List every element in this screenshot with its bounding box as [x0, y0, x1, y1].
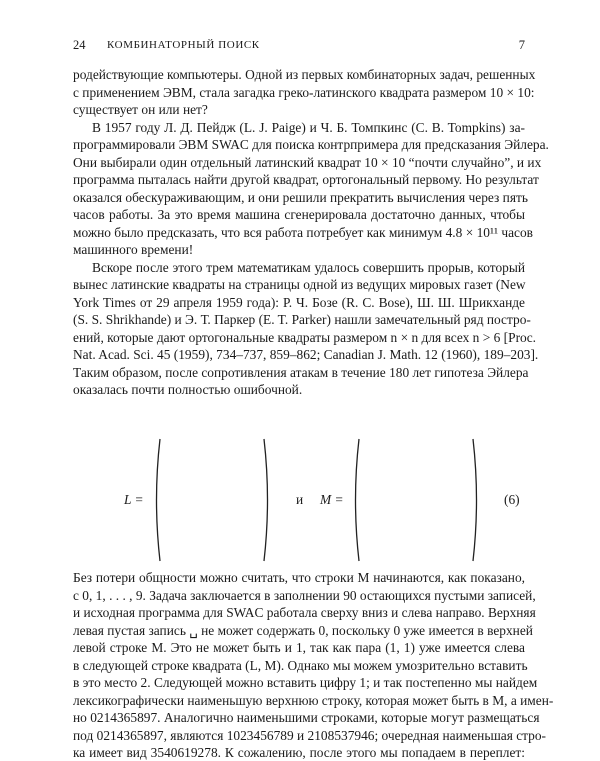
matrix-L-label: L = — [124, 492, 144, 507]
text-line: существует он или нет? — [73, 102, 208, 117]
right-paren-icon — [262, 438, 272, 562]
text-line: York Times от 29 апреля 1959 года): Р. Ч. Бозе (R. C. Bose), Ш. Ш. Шрикханде — [73, 294, 525, 310]
page-number: 24 — [73, 38, 86, 52]
text-line: оказалась почти полностью ошибочной. — [73, 382, 303, 397]
text-line: родействующие компьютеры. Одной из первых комбинаторных задач, решенных — [73, 67, 536, 82]
conjunction-and: и — [296, 492, 304, 507]
equation-6 — [0, 438, 600, 564]
text-line: левой строке M. Это не может быть и 1, так как пара (1, 1) уже имеется слева — [73, 640, 525, 655]
text-line: в это место 2. Следующей можно вставить цифру 1; и так постепенно мы найдем — [73, 675, 538, 690]
text-line: Nat. Acad. Sci. 45 (1959), 734–737, 859–862; Canadian J. Math. 12 (1960), 189–203]. — [73, 347, 539, 362]
running-title: КОМБИНАТОРНЫЙ ПОИСК — [107, 39, 260, 51]
right-paren-icon — [471, 438, 481, 562]
text-line: можно было предсказать, что вся работа потребует как минимум 4.8 × 10¹¹ часов — [73, 224, 534, 240]
text-line: под 0214365897, являются 1023456789 и 2108537946; очередная наименьшая стро- — [73, 727, 547, 743]
text-line: ений, которые дают ортогональные квадраты размером n × n для всех n > 6 [Proc. — [73, 329, 537, 345]
text-line: Вскоре после этого трем математикам удалось совершить прорыв, который — [92, 259, 525, 275]
text-line: в следующей строке квадрата (L, M). Однако мы можем умозрительно вставить — [73, 657, 528, 673]
text-line: вынес латинские квадраты на страницы одной из ведущих мировых газет (New — [73, 277, 526, 292]
text-line: Они выбирали один отдельный латинский квадрат 10 × 10 “почти случайно”, и их — [73, 154, 542, 170]
text-line: Без потери общности можно считать, что строки M начинаются, как показано, — [73, 570, 525, 585]
text-line: с применением ЭВМ, стала загадка греко-латинского квадрата размером 10 × 10: — [73, 84, 535, 100]
text-line: Таким образом, после сопротивления атакам в течение 180 лет гипотеза Эйлера — [73, 364, 529, 380]
section-number: 7 — [518, 38, 525, 52]
text-line: ка имеет вид 3540619278. К сожалению, после этого мы попадаем в переплет: — [73, 745, 525, 760]
text-line: левая пустая запись ␣ не может содержать 0, поскольку 0 уже имеется в верхней — [73, 622, 533, 638]
text-line: машинного времени! — [73, 242, 194, 257]
running-header — [73, 38, 525, 54]
text-line: (S. S. Shrikhande) и Э. Т. Паркер (E. T. Parker) нашли замечательный ряд постро- — [73, 312, 531, 327]
text-line: программа пыталась найти другой квадрат, ортогональный первому. Но результат — [73, 172, 539, 187]
text-line: с 0, 1, . . . , 9. Задача заключается в заполнении 90 остающихся пустыми записей, — [73, 587, 536, 603]
text-line: В 1957 году Л. Д. Пейдж (L. J. Paige) и Ч. Б. Томпкинс (C. B. Tompkins) за- — [92, 119, 525, 135]
equation-number: (6) — [504, 492, 520, 507]
text-line: и исходная программа для SWAC работала сверху вниз и слева направо. Верхняя — [73, 605, 536, 620]
text-line: часов работы. За это время машина сгенерировала достаточно данных, чтобы — [73, 207, 525, 222]
matrix-M-label: M = — [320, 492, 344, 507]
text-line: но 0214365897. Аналогично наименьшими строками, которые могут размещаться — [73, 710, 540, 725]
text-line: программировали ЭВМ SWAC для поиска контрпримера для предсказания Эйлера. — [73, 137, 549, 152]
left-paren-icon — [152, 438, 162, 562]
text-line: оказался обескураживающим, и они решили прекратить вычисления через пять — [73, 189, 528, 205]
left-paren-icon — [351, 438, 361, 562]
text-line: лексикографически наименьшую верхнюю строку, которая может быть в M, а имен- — [73, 692, 554, 708]
